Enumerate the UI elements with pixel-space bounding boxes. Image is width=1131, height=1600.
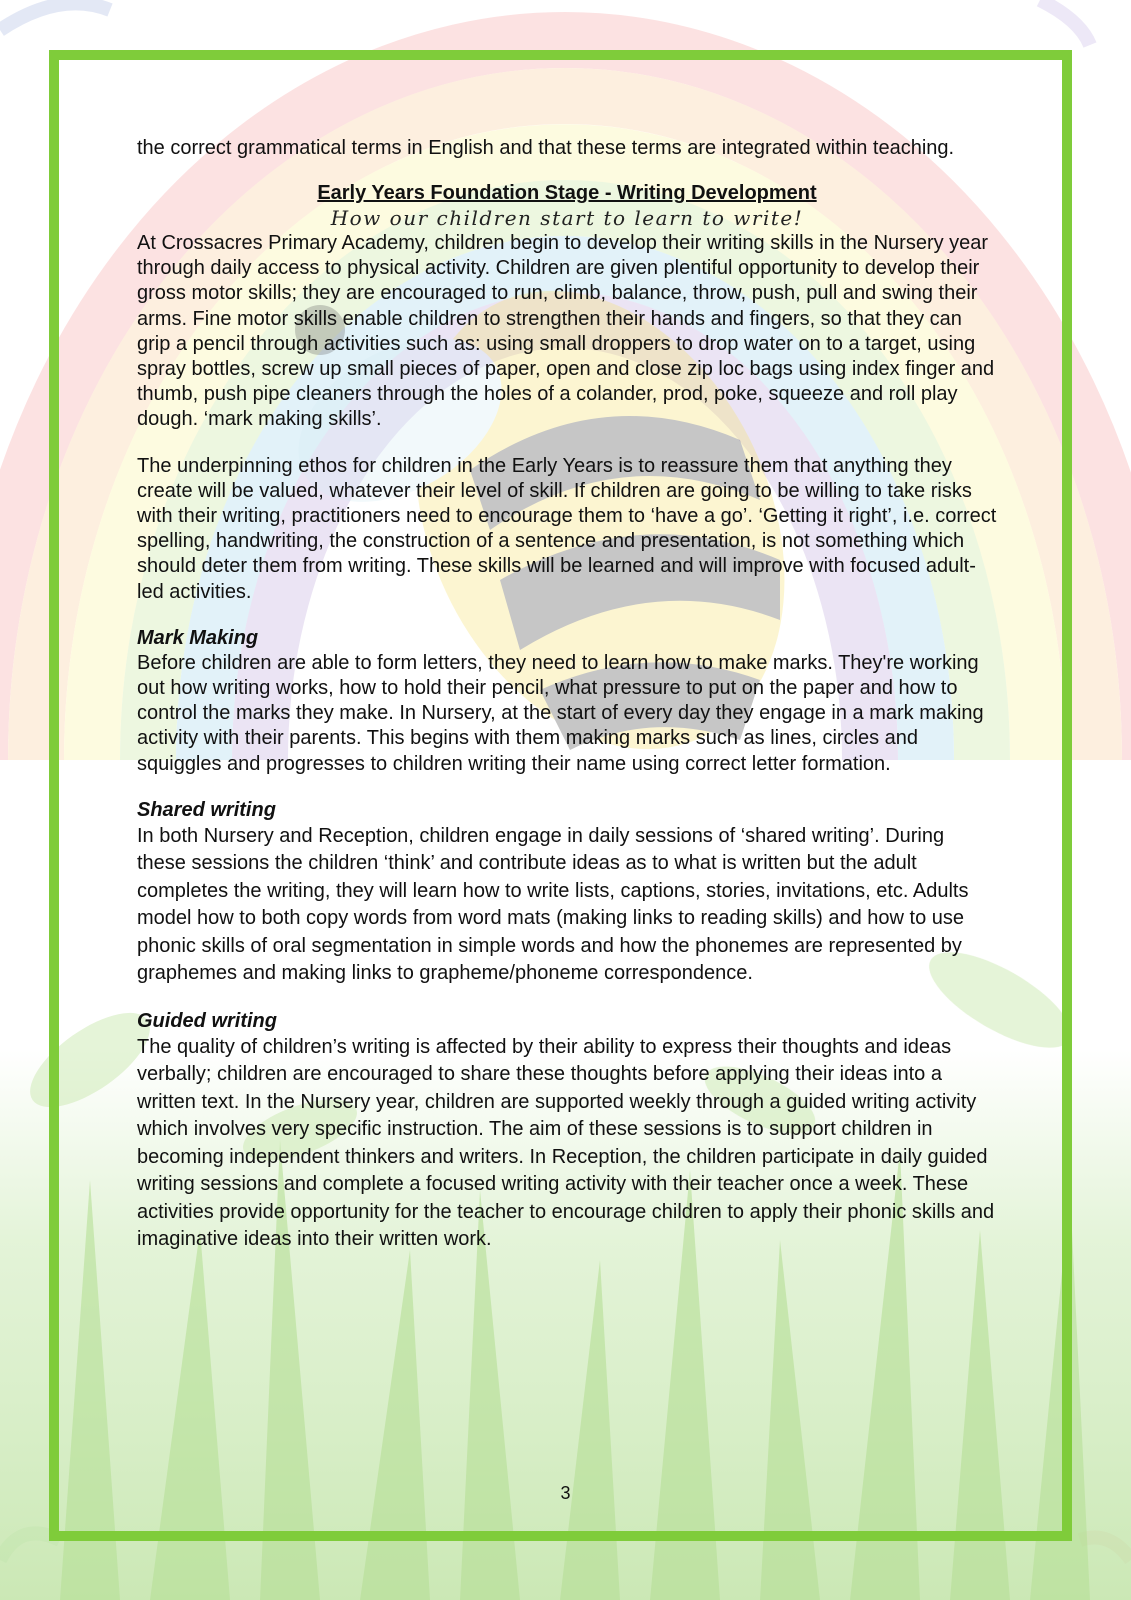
heading-guided-writing: Guided writing bbox=[137, 1009, 277, 1032]
paragraph-mark-making: Before children are able to form letters, they need to learn how to make marks. They're working out how writing works, how to hold their pencil, what pressure to put on the paper and how to control the marks they make. In Nursery, at the start of every day they engage in a mark making activity with their parents. This begins with them making marks such as lines, circles and squiggles and progresses to children writing their name using correct letter formation. bbox=[137, 651, 984, 775]
heading-mark-making: Mark Making bbox=[137, 626, 259, 649]
page-number: 3 bbox=[560, 1483, 571, 1503]
intro-text: the correct grammatical terms in English and that these terms are integrated within teaching. bbox=[137, 137, 955, 159]
paragraph-guided-writing: The quality of children’s writing is affected by their ability to express their thoughts and ideas verbally; children are encouraged to share these thoughts before applying their ideas into a written text. In the Nursery year, children are supported weekly through a guided writing activity which involves very specific instruction. The aim of these sessions is to support children in becoming independent thinkers and writers. In Reception, the children participate in daily guided writing sessions and complete a focused writing activity with their teacher once a week. These activities provide opportunity for the teacher to encourage children to apply their phonic skills and imaginative ideas into their written work. bbox=[137, 1035, 995, 1251]
paragraph-shared-writing: In both Nursery and Reception, children engage in daily sessions of ‘shared writing’. During these sessions the children ‘think’ and contribute ideas as to what is written but the adult completes the writing, they will learn how to write lists, captions, stories, invitations, etc. Adults model how to both copy words from word mats (making links to reading skills) and how to use phonic skills of oral segmentation in simple words and how the phonemes are represented by graphemes and making links to grapheme/phoneme correspondence. bbox=[137, 824, 969, 985]
document-body bbox=[137, 136, 997, 1275]
paragraph-physical-activity: At Crossacres Primary Academy, children begin to develop their writing skills in the Nursery year through daily access to physical activity. Children are given plentiful opportunity to develop their gross motor skills; they are encouraged to run, climb, balance, throw, push, pull and swing their arms. Fine motor skills enable children to strengthen their hands and fingers, so that they can grip a pencil through activities such as: using small droppers to drop water on to a target, using spray bottles, screw up small pieces of paper, open and close zip loc bags using index finger and thumb, push pipe cleaners through the holes of a colander, prod, poke, squeeze and roll play dough. ‘mark making skills’. bbox=[137, 232, 995, 431]
heading-shared-writing: Shared writing bbox=[137, 798, 276, 821]
section-title: Early Years Foundation Stage - Writing Development bbox=[317, 182, 817, 204]
section-subtitle: How our children start to learn to write! bbox=[330, 206, 804, 230]
paragraph-ethos: The underpinning ethos for children in the Early Years is to reassure them that anything they create will be valued, whatever their level of skill. If children are going to be willing to take risks with their writing, practitioners need to encourage them to ‘have a go’. ‘Getting it right’, i.e. correct spelling, handwriting, the construction of a sentence and presentation, is not something which should deter them from writing. These skills will be learned and will improve with focused adult-led activities. bbox=[137, 454, 997, 603]
